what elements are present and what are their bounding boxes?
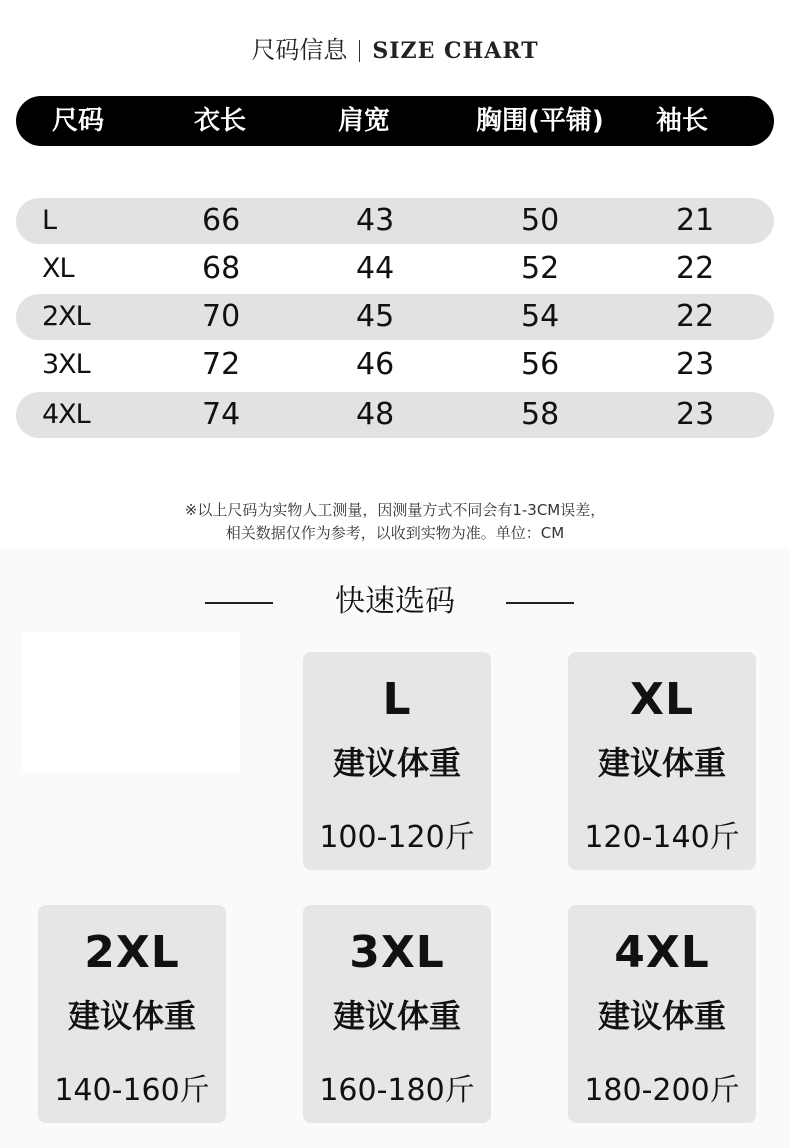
size-card-3xl: [303, 905, 491, 1123]
cell-size: 2XL: [42, 301, 90, 332]
header-size: 尺码: [52, 106, 105, 136]
table-row: [16, 246, 774, 292]
cell-shoulder: 44: [356, 251, 395, 286]
cell-sleeve: 21: [676, 203, 715, 238]
card-size: L: [382, 674, 412, 725]
card-label: 建议体重: [597, 744, 726, 782]
cell-sleeve: 23: [676, 347, 715, 382]
quick-select-title: 快速选码: [335, 584, 455, 619]
card-label: 建议体重: [67, 997, 196, 1035]
header-length: 衣长: [194, 106, 247, 136]
title-divider: [359, 40, 360, 62]
cell-chest: 54: [521, 299, 560, 334]
card-label: 建议体重: [597, 997, 726, 1035]
table-row: [16, 392, 774, 438]
title-right-dash: [506, 602, 574, 604]
cell-sleeve: 22: [676, 299, 715, 334]
cell-shoulder: 48: [356, 397, 395, 432]
card-size: 3XL: [349, 927, 445, 978]
cell-length: 66: [202, 203, 241, 238]
cell-shoulder: 45: [356, 299, 395, 334]
measurement-note-line1: ※以上尺码为实物人工测量，因测量方式不同会有1-3CM误差，: [184, 501, 606, 519]
cell-size: XL: [42, 253, 74, 284]
cell-length: 72: [202, 347, 241, 382]
card-label: 建议体重: [332, 744, 461, 782]
table-row: [16, 294, 774, 340]
cell-chest: 58: [521, 397, 560, 432]
cell-size: 4XL: [42, 399, 90, 430]
cell-size: L: [42, 205, 57, 236]
table-row: [16, 198, 774, 244]
size-card-2xl: [38, 905, 226, 1123]
header-sleeve: 袖长: [656, 106, 709, 136]
cell-size: 3XL: [42, 349, 90, 380]
header-shoulder: 肩宽: [338, 106, 391, 136]
cell-sleeve: 23: [676, 397, 715, 432]
size-card-xl: [568, 652, 756, 870]
size-card-4xl: [568, 905, 756, 1123]
page-title: [0, 30, 790, 65]
cell-chest: 56: [521, 347, 560, 382]
card-size: 2XL: [84, 927, 180, 978]
card-weight-range: 160-180斤: [319, 1073, 475, 1108]
cell-length: 70: [202, 299, 241, 334]
title-cn: 尺码信息: [251, 36, 348, 64]
measurement-note-line2: 相关数据仅作为参考，以收到实物为准。单位：CM: [225, 524, 565, 542]
card-size: XL: [630, 674, 694, 725]
cell-shoulder: 43: [356, 203, 395, 238]
card-label: 建议体重: [332, 997, 461, 1035]
cell-shoulder: 46: [356, 347, 395, 382]
table-header: [16, 96, 774, 146]
cell-length: 68: [202, 251, 241, 286]
cell-sleeve: 22: [676, 251, 715, 286]
card-weight-range: 120-140斤: [584, 820, 740, 855]
size-card-l: [303, 652, 491, 870]
cell-chest: 52: [521, 251, 560, 286]
header-chest: 胸围(平铺): [476, 106, 604, 136]
cell-chest: 50: [521, 203, 560, 238]
table-row: [16, 342, 774, 388]
cell-length: 74: [202, 397, 241, 432]
card-weight-range: 140-160斤: [54, 1073, 210, 1108]
blank-panel: [22, 632, 240, 772]
card-weight-range: 100-120斤: [319, 820, 475, 855]
title-en: SIZE CHART: [372, 38, 539, 64]
card-size: 4XL: [614, 927, 710, 978]
card-weight-range: 180-200斤: [584, 1073, 740, 1108]
